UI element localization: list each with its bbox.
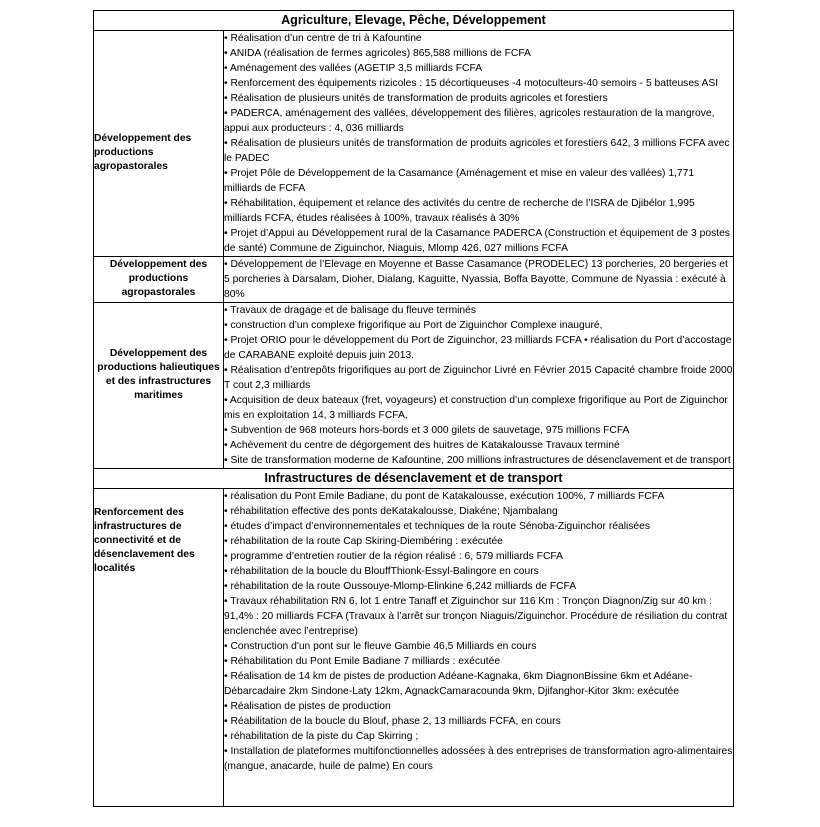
list-item: • réhabilitation de la piste du Cap Skirring ; (224, 731, 419, 742)
table-row (94, 257, 734, 303)
list-item: • Installation de plateformes multifonctionnelles adossées à des entreprises de transformation agro-alimentaires (mangue, anacarde, huile de palme) En cours (224, 746, 733, 772)
list-item: • Réalisation de pistes de production (224, 701, 391, 712)
list-item: • Réalisation de plusieurs unités de transformation de produits agricoles et forestiers 642, 3 millions FCFA avec le PADEC (224, 138, 730, 164)
list-item: • Site de transformation moderne de Kafountine, 200 millions infrastructures de désenclavement et de transport (224, 455, 731, 466)
row-content (224, 257, 734, 303)
report-table (93, 10, 734, 807)
list-item: • Achèvement du centre de dégorgement des huitres de Katakalousse Travaux terminé (224, 440, 620, 451)
document-page (93, 10, 733, 807)
list-item: • Construction d'un pont sur le fleuve Gambie 46,5 Milliards en cours (224, 641, 537, 652)
row-label-text: Développement des productions agropastorales (109, 259, 208, 298)
list-item: • Subvention de 968 moteurs hors-bords et 3 000 gilets de sauvetage, 975 millions FCFA (224, 425, 630, 436)
row-content (224, 31, 734, 257)
list-item: • Réalisation d’un centre de tri à Kafountine (224, 33, 422, 44)
section-header-row (94, 469, 734, 489)
list-item: • Réabilitation de la boucle du Blouf, phase 2, 13 milliards FCFA, en cours (224, 716, 561, 727)
list-item: • Projet ORIO pour le développement du Port de Ziguinchor, 23 milliards FCFA • réalisation du Port d’accostage de CARABANE exploité depuis juin 2013. (224, 335, 732, 361)
list-item: • Réalisation d’entrepôts frigorifiques au port de Ziguinchor Livré en Février 2015 Capacité chambre froide 2000 T cout 2,3 milliards (224, 365, 733, 391)
row-content (224, 303, 734, 469)
list-item: • réhabilitation de la boucle du BlouffThionk-Essyl-Balingore en cours (224, 566, 539, 577)
list-item: • Réhabilitation du Pont Emile Badiane 7 milliards : exécutée (224, 656, 501, 667)
list-item: • Travaux réhabilitation RN 6, lot 1 entre Tanaff et Ziguinchor sur 116 Km : Tronçon Diagnon/Zig sur 40 km : 91,4% : 20 milliards FCFA (Travaux à l’arrêt sur tronçon Niaguis/Ziguinchor. Procédure de résiliation du contrat enclenchée avec l’entreprise) (224, 596, 728, 637)
list-item: • réhabilitation de la route Oussouye-Mlomp-Elinkine 6,242 milliards de FCFA (224, 581, 577, 592)
list-item: • Projet d’Appui au Développement rural de la Casamance PADERCA (Construction et équipement de 3 postes de santé) Commune de Ziguinchor, Niaguis, Mlomp 426, 027 millions FCFA (224, 228, 730, 254)
list-item: • construction d’un complexe frigorifique au Port de Ziguinchor Complexe inauguré, (224, 320, 603, 331)
row-content (224, 489, 734, 807)
list-item: • Travaux de dragage et de balisage du fleuve terminés (224, 305, 477, 316)
table-row (94, 303, 734, 469)
table-row (94, 489, 734, 807)
list-item: • programme d’entretien routier de la région réalisé : 6, 579 milliards FCFA (224, 551, 563, 562)
list-item: • Aménagement des vallées (AGETIP 3,5 milliards FCFA (224, 63, 483, 74)
list-item: • réhabilitation effective des ponts deKatakalousse, Diakéne; Njambalang (224, 506, 558, 517)
list-item: • Acquisition de deux bateaux (fret, voyageurs) et construction d’un complexe frigorifique au Port de Ziguinchor mis en exploitation 14, 3 milliards FCFA, (224, 395, 728, 421)
list-item: • réalisation du Pont Emile Badiane, du pont de Katakalousse, exécution 100%, 7 milliards FCFA (224, 491, 665, 502)
list-item: • PADERCA, aménagement des vallées, développement des filières, agricoles restauration de la mangrove, appui aux producteurs : 4, 036 milliards (224, 108, 715, 134)
section-header: Infrastructures de désenclavement et de transport (94, 469, 734, 489)
list-item: • réhabilitation de la route Cap Skiring-Diembéring : exécutée (224, 536, 503, 547)
section-header: Agriculture, Elevage, Pêche, Développement (94, 11, 734, 31)
row-label-text: Renforcement des infrastructures de connectivité et de désenclavement des localités (94, 507, 195, 574)
list-item: • Projet Pôle de Développement de la Casamance (Aménagement et mise en valeur des vallées) 1,771 milliards de FCFA (224, 168, 695, 194)
table-row (94, 31, 734, 257)
row-label (94, 257, 224, 303)
list-item: • études d’impact d’environnementales et techniques de la route Sénoba-Ziguinchor réalisées (224, 521, 651, 532)
section-header-row (94, 11, 734, 31)
list-item: • Réalisation de plusieurs unités de transformation de produits agricoles et forestiers (224, 93, 608, 104)
row-label-text: Développement des productions agropastorales (94, 133, 192, 172)
list-item: • Développement de l’Elevage en Moyenne et Basse Casamance (PRODELEC) 13 porcheries, 20 bergeries et 5 porcheries à Darsalam, Dioher, Dialang, Kaguitte, Nyassia, Boffa Bayotte, Commune de Nyassia : exécuté à 80% (224, 259, 728, 300)
row-label-text: Développement des productions halieutiques et des infrastructures maritimes (97, 348, 220, 401)
list-item: • Réhabilitation, équipement et relance des activités du centre de recherche de l’ISRA de Djibélor 1,995 milliards FCFA, études réalisées à 100%, travaux réalisés à 30% (224, 198, 695, 224)
row-label (94, 489, 224, 807)
list-item: • ANIDA (réalisation de fermes agricoles) 865,588 millions de FCFA (224, 48, 531, 59)
row-label (94, 303, 224, 469)
list-item: • Renforcement des équipements rizicoles : 15 décortiqueuses -4 motoculteurs-40 semoirs - 5 batteuses ASI (224, 78, 719, 89)
list-item: • Réalisation de 14 km de pistes de production Adéane-Kagnaka, 6km DiagnonBissine 6km et Adéane-Débarcadaire 2km Sindone-Laty 12km, AgnackCamaracounda 9km, Djifanghor-Kitor 3km: exécutée (224, 671, 693, 697)
row-label (94, 31, 224, 257)
